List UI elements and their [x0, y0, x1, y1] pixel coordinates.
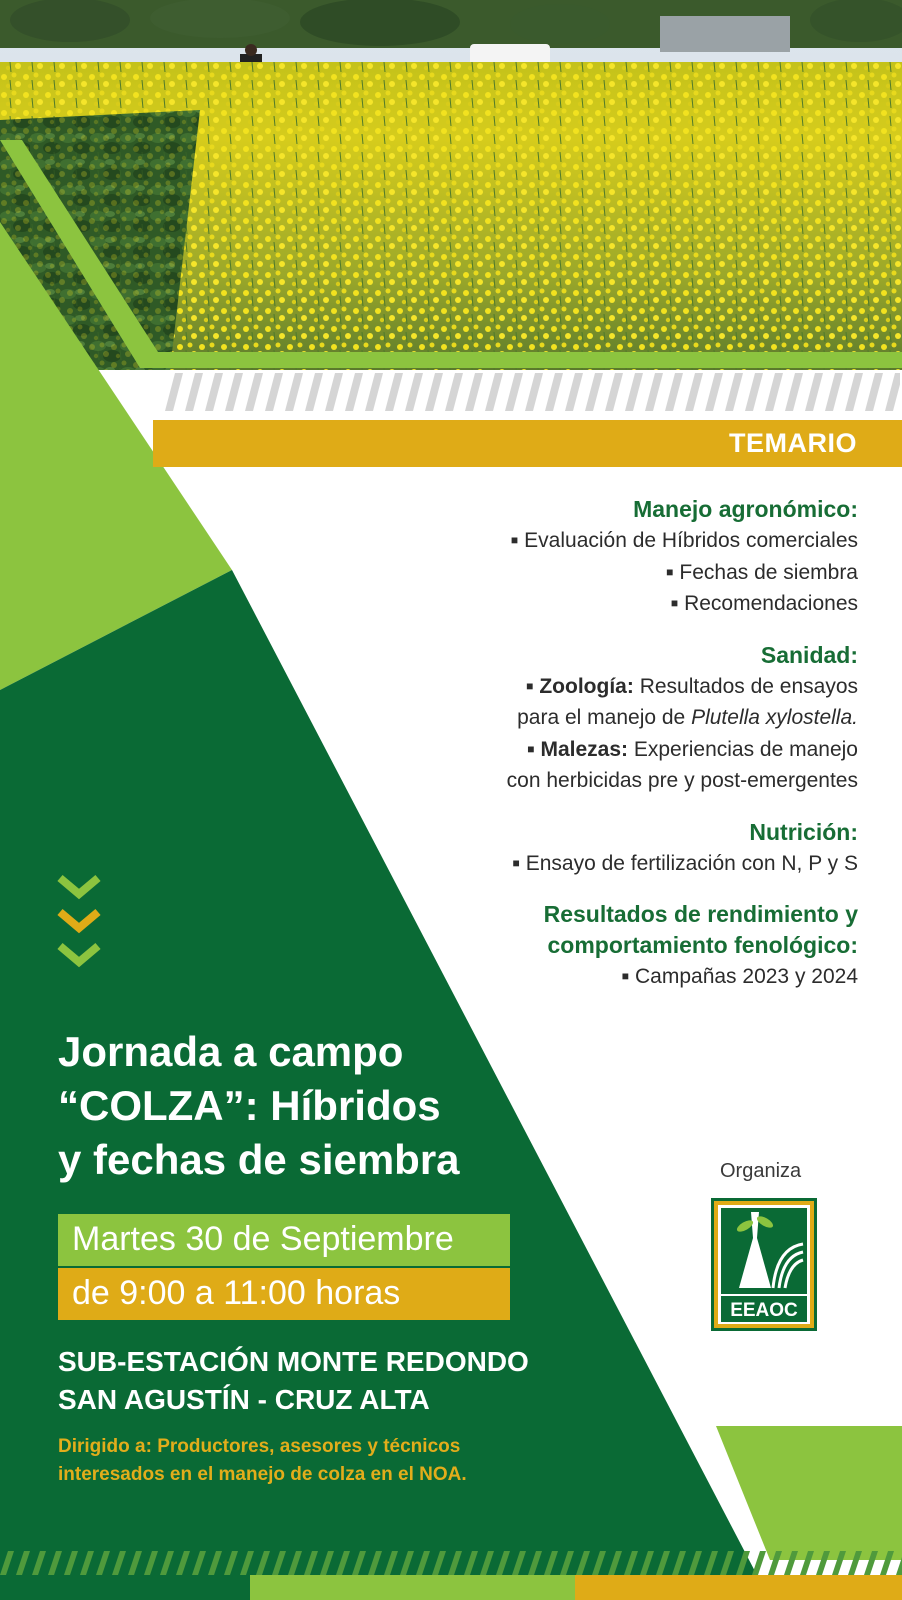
- list-item-continued: con herbicidas pre y post-emergentes: [506, 769, 858, 792]
- event-date: Martes 30 de Septiembre: [72, 1220, 454, 1258]
- section-heading: comportamiento fenológico:: [547, 932, 858, 958]
- bottom-stripes: [0, 1551, 902, 1575]
- diagonal-stripes: [165, 373, 900, 411]
- chevron-down-icon: [56, 874, 102, 974]
- target-audience: Dirigido a: Productores, asesores y técnicos interesados en el manejo de colza en el NOA.: [58, 1436, 467, 1485]
- event-location: SUB-ESTACIÓN MONTE REDONDO SAN AGUSTÍN - CRUZ ALTA: [58, 1346, 529, 1415]
- section-heading: Sanidad:: [760, 641, 858, 668]
- agenda: [298, 494, 858, 993]
- bottom-color-bar: [0, 1575, 902, 1600]
- list-item-continued: para el manejo de Plutella xylostella.: [517, 706, 858, 729]
- event-title: Jornada a campo “COLZA”: Híbridos y fechas de siembra: [58, 1028, 460, 1183]
- list-item: ■ Evaluación de Híbridos comerciales: [510, 529, 858, 552]
- organizer-label: Organiza: [720, 1160, 802, 1182]
- logo-text: EEAOC: [730, 1300, 798, 1321]
- list-item: ■ Fechas de siembra: [666, 560, 858, 584]
- section-heading: Manejo agronómico:: [633, 496, 858, 522]
- list-item: ■ Ensayo de fertilización con N, P y S: [512, 851, 858, 875]
- temario-title: TEMARIO: [729, 428, 857, 458]
- list-item: ■ Recomendaciones: [670, 592, 858, 615]
- list-item: ■ Zoología: Resultados de ensayos: [526, 674, 858, 698]
- eeaoc-logo: [711, 1198, 817, 1331]
- list-item: ■ Campañas 2023 y 2024: [621, 965, 858, 988]
- section-heading: Nutrición:: [749, 818, 858, 845]
- event-time: de 9:00 a 11:00 horas: [72, 1274, 401, 1312]
- list-item: ■ Malezas: Experiencias de manejo: [527, 737, 858, 761]
- section-heading: Resultados de rendimiento y: [543, 901, 858, 927]
